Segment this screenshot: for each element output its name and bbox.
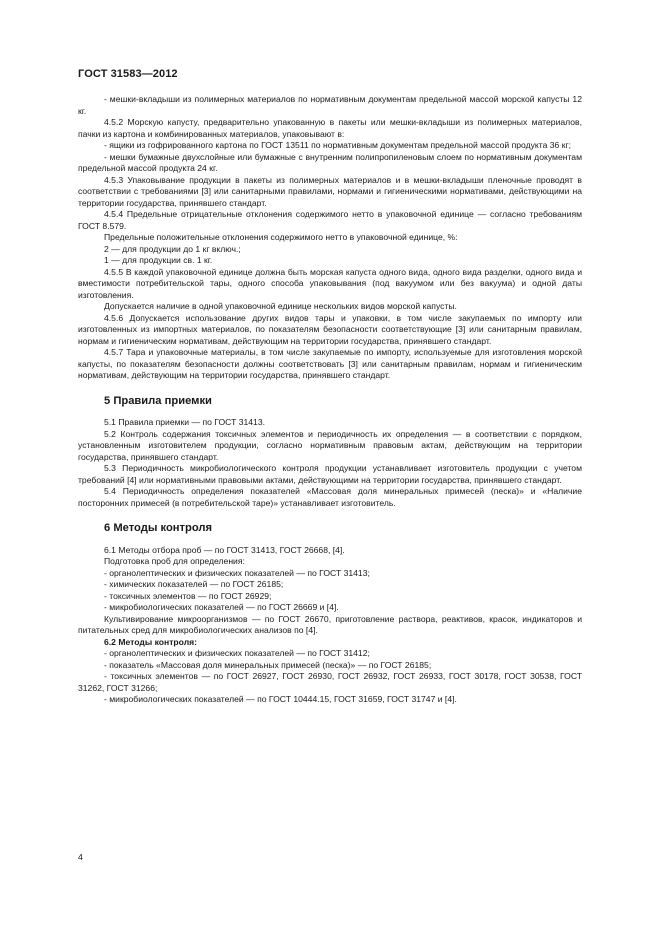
list-item: - микробиологических показателей — по ГОСТ 26669 и [4].: [104, 602, 339, 612]
list-item: - показатель «Массовая доля минеральных примесей (песка)» — по ГОСТ 26185;: [104, 659, 432, 670]
paragraph: - мешки-вкладыши из полимерных материалов по нормативным документам предельной массой морской капусты 12 кг.: [78, 94, 582, 116]
document-header: ГОСТ 31583—2012: [78, 68, 178, 80]
list-item: - токсичных элементов — по ГОСТ 26927, ГОСТ 26930, ГОСТ 26932, ГОСТ 26933, ГОСТ 30178, ГОСТ 30538, ГОСТ 31262, ГОСТ 31266;: [78, 671, 582, 693]
paragraph: 1 — для продукции св. 1 кг.: [104, 255, 213, 265]
paragraph: 4.5.3 Упаковывание продукции в пакеты из полимерных материалов и в мешки-вкладыши пленочные проводят в соответствии с требованиями [3] или санитарными правилами, нормами и гигиеническими нормативами, действующими на территории государства, принявшего стандарт.: [78, 174, 582, 208]
list-item: - токсичных элементов — по ГОСТ 26929;: [104, 590, 272, 601]
list-item: - химических показателей — по ГОСТ 26185;: [104, 579, 284, 589]
section-6-heading: 6 Методы контроля: [104, 522, 213, 534]
paragraph: 6.1 Методы отбора проб — по ГОСТ 31413, ГОСТ 26668, [4].: [104, 544, 345, 555]
paragraph: Культивирование микроорганизмов — по ГОСТ 26670, приготовление раствора, реактивов, красок, индикаторов и питательных сред для микробиологических анализов по [4].: [78, 613, 582, 635]
paragraph: 4.5.4 Предельные отрицательные отклонения содержимого нетто в упаковочной единице — согласно требованиям ГОСТ 8.579.: [78, 209, 582, 231]
document-body: [78, 94, 582, 706]
paragraph: 5.4 Периодичность определения показателей «Массовая доля минеральных примесей (песка)» и «Наличие посторонних примесей (в потребительской таре)» устанавливает изготовитель.: [78, 486, 582, 508]
paragraph: 5.3 Периодичность микробиологического контроля продукции устанавливает изготовитель продукции с учетом требований [4] или нормативными правовыми актами, действующими на территории государства, принявшего стандарт.: [78, 463, 582, 485]
paragraph: 5.2 Контроль содержания токсичных элементов и периодичность их определения — в соответствии с порядком, установленным изготовителем продукции, согласно нормативным правовым актам, действующим на территории государства, принявшего стандарт.: [78, 428, 582, 462]
paragraph: 5.1 Правила приемки — по ГОСТ 31413.: [104, 417, 265, 427]
paragraph: Предельные положительные отклонения содержимого нетто в упаковочной единице, %:: [104, 232, 458, 242]
page-number: 4: [78, 852, 83, 862]
paragraph: 4.5.5 В каждой упаковочной единице должна быть морская капуста одного вида, одного вида разделки, одного вида и вместимости потребительской тары, одного способа упаковывания (под вакуумом или без вакуума) и одной даты изготовления.: [78, 266, 582, 300]
list-item: - микробиологических показателей — по ГОСТ 10444.15, ГОСТ 31659, ГОСТ 31747 и [4].: [104, 694, 457, 704]
paragraph: 4.5.7 Тара и упаковочные материалы, в том числе закупаемые по импорту, используемые для изготовления морской капусты, по показателям безопасности должны соответствовать [3] или санитарным правилам, нормам и гигиеническим нормативам, действующим на территории государства, принявшего стандарт.: [78, 347, 582, 380]
paragraph: 4.5.6 Допускается использование других видов тары и упаковки, в том числе закупаемых по импорту или изготовленных из импортных материалов, по показателям безопасности соответствующие [3] или санитарным правилам, нормам и гигиеническим нормативам, действующим на территории государства, принявшего стандарт.: [78, 312, 582, 346]
list-item: - органолептических и физических показателей — по ГОСТ 31412;: [104, 648, 370, 658]
paragraph: Допускается наличие в одной упаковочной единице нескольких видов морской капусты.: [104, 301, 457, 311]
paragraph: 4.5.2 Морскую капусту, предварительно упакованную в пакеты или мешки-вкладыши из полимерных материалов, пачки из картона и комбинированных материалов, упаковывают в:: [78, 117, 582, 139]
paragraph: Подготовка проб для определения:: [104, 556, 245, 566]
subsection-heading: 6.2 Методы контроля:: [104, 636, 198, 647]
paragraph: 2 — для продукции до 1 кг включ.;: [104, 243, 241, 254]
section-5-heading: 5 Правила приемки: [104, 394, 212, 407]
paragraph: - мешки бумажные двухслойные или бумажные с внутренним полипропиленовым слоем по нормативным документам предельной массой продукта 24 кг.: [78, 151, 582, 173]
paragraph: - ящики из гофрированного картона по ГОСТ 13511 по нормативным документам предельной массой продукта 36 кг;: [104, 140, 571, 150]
list-item: - органолептических и физических показателей — по ГОСТ 31413;: [104, 567, 370, 578]
